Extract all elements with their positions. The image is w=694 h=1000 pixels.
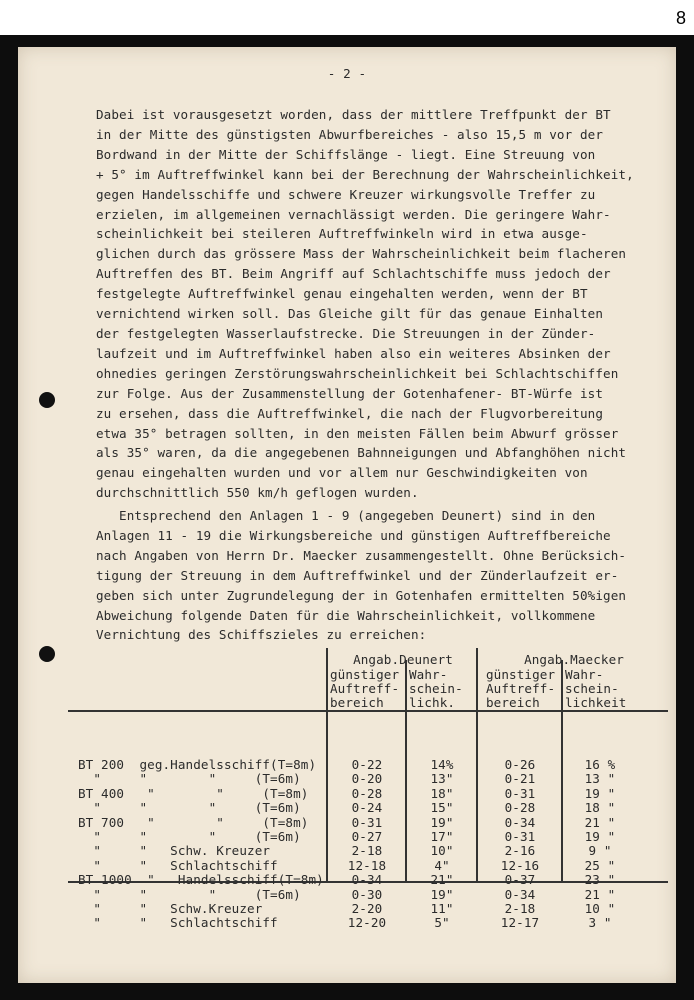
table-cell: 14% — [430, 757, 454, 772]
table-cell: 12-17 — [500, 915, 540, 931]
col-header-prob-deunert: Wahr- schein- lichk. — [409, 667, 463, 710]
text-line: ohnedies geringen Zerstörungswahrscheinlichkeit bei Schlachtschiffen — [96, 365, 619, 381]
table-cell: 0-31 — [504, 785, 536, 801]
row-label: " " Schw.Kreuzer — [78, 900, 263, 916]
paragraph-1 — [96, 105, 676, 503]
text-line: Anlagen 11 - 19 die Wirkungsbereiche und günstigen Auftreffbereiche — [96, 527, 611, 543]
text-line: gegen Handelsschiffe und schwere Kreuzer wirkungsvolle Treffer zu — [96, 186, 596, 202]
text-line: Vernichtung des Schiffszieles zu erreichen: — [96, 627, 427, 643]
table-cell: 2-18 — [351, 843, 383, 859]
table-cell: 10" — [430, 843, 454, 859]
text-line: genau eingehalten wurden und vor allem nur Geschwindigkeiten von — [96, 465, 588, 481]
table-cell: 0-31 — [351, 814, 383, 830]
table-cell: 0-27 — [351, 828, 383, 844]
deunert-prob-column — [409, 758, 475, 931]
text-line: Entsprechend den Anlagen 1 - 9 (angegeben Deunert) sind in den — [96, 508, 596, 523]
table-cell: 21 " — [584, 886, 616, 902]
text-line: erzielen, im allgemeinen vernachlässigt werden. Die geringere Wahr- — [96, 206, 611, 222]
text-line: + 5° im Auftreffwinkel kann bei der Berechnung der Wahrscheinlichkeit, — [96, 166, 634, 182]
row-label: " " Schw. Kreuzer — [78, 843, 271, 859]
punch-hole-bottom — [39, 646, 55, 662]
table-cell: 10 " — [584, 900, 616, 916]
row-label: BT 200 geg.Handelsschiff(T=8m) — [78, 757, 317, 772]
table-cell: 0-34 — [351, 872, 383, 888]
group-header-deunert: Angab.Deunert — [353, 652, 453, 667]
table-cell: 18 " — [584, 800, 616, 816]
page-number: 8 — [675, 8, 686, 28]
document-sheet — [18, 47, 676, 983]
row-label: " " " (T=6m) — [78, 800, 301, 816]
sheet-number: - 2 - — [327, 66, 367, 81]
table-cell: 12-20 — [347, 915, 387, 931]
text-line: laufzeit und im Auftreffwinkel haben also ein weiteres Absinken der — [96, 345, 611, 361]
row-label: BT 400 " " (T=8m) — [78, 785, 309, 801]
text-line: tigung der Streuung in dem Auftreffwinkel und der Zünderlaufzeit er- — [96, 567, 619, 583]
table-cell: 2-20 — [351, 900, 383, 916]
table-cell: 19" — [430, 886, 454, 902]
text-line: nach Angaben von Herrn Dr. Maecker zusammengestellt. Ohne Berücksich- — [96, 547, 627, 563]
punch-hole-top — [39, 392, 55, 408]
table-cell: 21" — [430, 872, 454, 888]
table-cell: 0-28 — [351, 785, 383, 801]
text-line: der festgelegten Wasserlaufstrecke. Die Streuungen in der Zünder- — [96, 325, 596, 341]
table-cell: 0-31 — [504, 828, 536, 844]
text-line: in der Mitte des günstigsten Abwurfbereiches - also 15,5 m vor der — [96, 126, 604, 142]
maecker-prob-column — [565, 758, 635, 931]
table-cell: 11" — [430, 900, 454, 916]
text-line: Abweichung folgende Daten für die Wahrscheinlichkeit, vollkommene — [96, 607, 596, 623]
group-header-maecker: Angab.Maecker — [524, 652, 624, 667]
table-cell: 0-34 — [504, 886, 536, 902]
text-line: durchschnittlich 550 km/h geflogen wurden. — [96, 485, 419, 501]
col-header-range-deunert: günstiger Auftreff- bereich — [330, 667, 400, 710]
paragraph-2 — [96, 506, 676, 645]
table-cell: 23 " — [584, 872, 616, 888]
table-cell: 0-21 — [504, 771, 536, 787]
table-cell: 0-22 — [351, 757, 383, 772]
maecker-range-column — [480, 758, 560, 931]
table-cell: 2-18 — [504, 900, 536, 916]
text-line: Dabei ist vorausgesetzt worden, dass der mittlere Treffpunkt der BT — [96, 107, 611, 122]
table-cell: 25 " — [584, 857, 616, 873]
table-cell: 9 " — [588, 843, 612, 859]
table-cell: 0-28 — [504, 800, 536, 816]
table-cell: 2-16 — [504, 843, 536, 859]
row-label: " " Schlachtschiff — [78, 915, 278, 931]
table-cell: 19 " — [584, 828, 616, 844]
row-label: BT 1000 " Handelsschiff(T=8m) — [78, 872, 324, 888]
table-cell: 0-20 — [351, 771, 383, 787]
col-header-prob-maecker: Wahr- schein- lichkeit — [565, 667, 627, 710]
table-cell: 13" — [430, 771, 454, 787]
col-header-range-maecker: günstiger Auftreff- bereich — [486, 667, 556, 710]
table-cell: 4" — [434, 857, 450, 873]
table-cell: 17" — [430, 828, 454, 844]
text-line: etwa 35° betragen sollten, in den meisten Fällen beim Abwurf grösser — [96, 425, 619, 441]
table-cell: 12-18 — [347, 857, 387, 873]
table-cell: 21 " — [584, 814, 616, 830]
row-label: " " " (T=6m) — [78, 886, 301, 902]
text-line: Auftreffen des BT. Beim Angriff auf Schlachtschiffe muss jedoch der — [96, 266, 611, 282]
table-cell: 0-37 — [504, 872, 536, 888]
deunert-range-column — [330, 758, 404, 931]
text-line: glichen durch das grössere Mass der Wahrscheinlichkeit beim flacheren — [96, 246, 627, 262]
row-label: " " " (T=6m) — [78, 828, 301, 844]
table-cell: 0-24 — [351, 800, 383, 816]
row-label: BT 700 " " (T=8m) — [78, 814, 309, 830]
table-cell: 0-30 — [351, 886, 383, 902]
text-line: zu ersehen, dass die Auftreffwinkel, die nach der Flugvorbereitung — [96, 405, 604, 421]
text-line: vernichtend wirken soll. Das Gleiche gilt für das genaue Einhalten — [96, 306, 604, 322]
table-cell: 13 " — [584, 771, 616, 787]
row-label: " " " (T=6m) — [78, 771, 301, 787]
table-cell: 0-26 — [504, 757, 536, 772]
text-line: geben sich unter Zugrundelegung der in Gotenhafen ermittelten 50%igen — [96, 587, 627, 603]
text-line: festgelegte Auftreffwinkel genau eingehalten werden, wenn der BT — [96, 286, 588, 302]
text-line: zur Folge. Aus der Zusammenstellung der Gotenhafener- BT-Würfe ist — [96, 385, 604, 401]
text-line: als 35° waren, da die angegebenen Bahnneigungen und Abfanghöhen nicht — [96, 445, 627, 461]
table-cell: 0-34 — [504, 814, 536, 830]
table-cell: 16 % — [584, 757, 616, 772]
table-cell: 19" — [430, 814, 454, 830]
table-cell: 5" — [434, 915, 450, 931]
row-labels — [78, 758, 324, 931]
table-cell: 15" — [430, 800, 454, 816]
table-cell: 19 " — [584, 785, 616, 801]
row-label: " " Schlachtschiff — [78, 857, 278, 873]
text-line: scheinlichkeit bei steileren Auftreffwinkeln wird in etwa ausge- — [96, 226, 588, 242]
table-cell: 3 " — [588, 915, 612, 931]
table-cell: 18" — [430, 785, 454, 801]
probability-table — [68, 648, 668, 931]
text-line: Bordwand in der Mitte der Schiffslänge - liegt. Eine Streuung von — [96, 146, 596, 162]
table-cell: 12-16 — [500, 857, 540, 873]
